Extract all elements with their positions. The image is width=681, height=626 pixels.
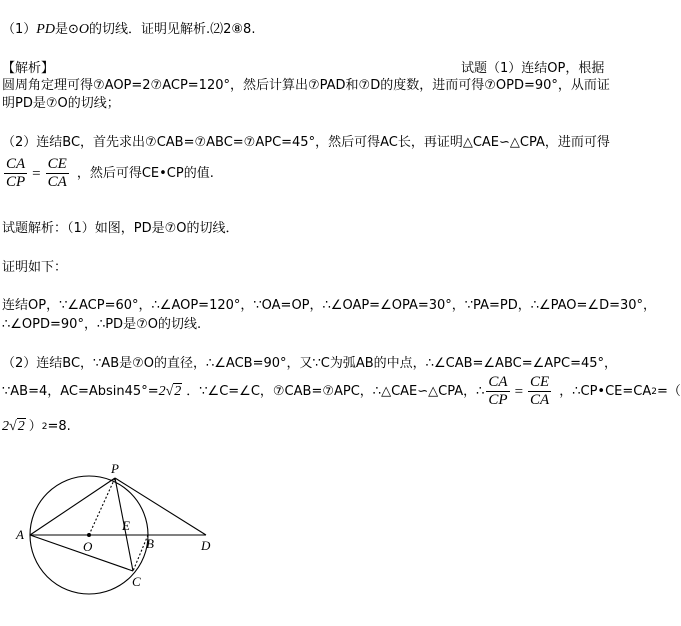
analysis-line2: 明PD是⑦O的切线；	[2, 96, 120, 111]
solution-line3: 连结OP，∵∠ACP=60°，∴∠AOP=120°，∵OA=OP，∴∠OAP=∠OPA=30°，∵PA=PD，∴∠PAO=∠D=30°，	[2, 298, 657, 313]
label-p: P	[111, 461, 119, 476]
analysis-tag: 【解析】	[2, 61, 55, 76]
answer-o: O	[78, 22, 89, 37]
fraction-ca-cp	[4, 156, 27, 191]
frac-den: CP	[6, 174, 26, 190]
solution-line6	[2, 374, 681, 409]
paren-close: ）	[28, 419, 42, 434]
fraction-ce-ca-2	[528, 374, 551, 409]
line-ac	[30, 535, 133, 571]
sqrt-expression-2: 2√2	[2, 419, 25, 434]
label-d: D	[201, 538, 211, 553]
sqrt-coef: 2	[158, 383, 166, 399]
label-e: E	[122, 518, 130, 533]
frac-num: CA	[6, 156, 26, 172]
label-a: A	[16, 527, 24, 542]
frac-den: CA	[530, 392, 550, 408]
answer-rest: 的切线．证明见解析.⑵2⑧8.	[88, 22, 256, 37]
solution-line4: ∴∠OPD=90°，∴PD是⑦O的切线.	[2, 317, 202, 332]
answer-pd: PD	[36, 22, 55, 37]
center-dot	[87, 533, 91, 537]
solution-line1: 试题解析：（1）如图，PD是⑦O的切线．	[2, 221, 239, 236]
solution-line6-d: =（	[656, 383, 681, 399]
equals-sign: =	[32, 165, 41, 182]
analysis-line4	[2, 156, 214, 191]
solution-line2: 证明如下：	[2, 260, 68, 275]
sqrt-coef: 2	[2, 419, 9, 434]
equals-sign: =	[514, 383, 524, 400]
analysis-right: 试题（1）连结OP，根据	[461, 61, 605, 76]
superscript: 2	[651, 386, 657, 397]
solution-line6-b: ．∵∠C=∠C，⑦CAB=⑦APC，∴△CAE∽△CPA，∴	[186, 383, 485, 399]
label-o: O	[83, 539, 93, 554]
superscript: 2	[41, 422, 48, 432]
solution-line5: （2）连结BC，∵AB是⑦O的直径，∴∠ACB=90°，又∵C为弧AB的中点，∴∠CAB=∠ABC=∠APC=45°，	[2, 356, 617, 371]
answer-line	[2, 22, 255, 38]
sqrt-expression: 2√2	[158, 383, 182, 399]
sqrt-radicand: 2	[174, 383, 182, 399]
fraction-ce-ca	[46, 156, 69, 191]
analysis-line3: （2）连结BC，首先求出⑦CAB=⑦ABC=⑦APC=45°，然后可得AC长，再证明△CAE∽△CPA，进而可得	[2, 135, 610, 150]
frac-den: CA	[47, 174, 67, 190]
fraction-ca-cp-2	[486, 374, 509, 409]
label-c: C	[132, 574, 141, 589]
solution-line6-c: ，∴CP•CE=CA	[559, 383, 652, 399]
solution-line7-end: =8.	[47, 419, 71, 434]
solution-line7	[2, 419, 71, 435]
line-ap	[30, 478, 115, 535]
geometry-figure	[0, 455, 240, 605]
analysis-line1: 圆周角定理可得⑦AOP=2⑦ACP=120°，然后计算出⑦PAD和⑦D的度数，进而可得⑦OPD=90°，从而证	[2, 78, 610, 93]
analysis-line4-tail: ，然后可得CE•CP的值.	[76, 165, 214, 181]
label-b: B	[146, 536, 154, 551]
answer-mid: 是⊙	[54, 22, 79, 37]
solution-line6-a: ∵AB=4，AC=Absin45°=	[2, 383, 159, 399]
frac-num: CE	[47, 156, 67, 172]
frac-num: CA	[488, 374, 508, 390]
sqrt-radicand: 2	[17, 419, 25, 434]
frac-den: CP	[488, 392, 508, 408]
frac-num: CE	[530, 374, 550, 390]
answer-prefix: （1）	[2, 22, 37, 37]
